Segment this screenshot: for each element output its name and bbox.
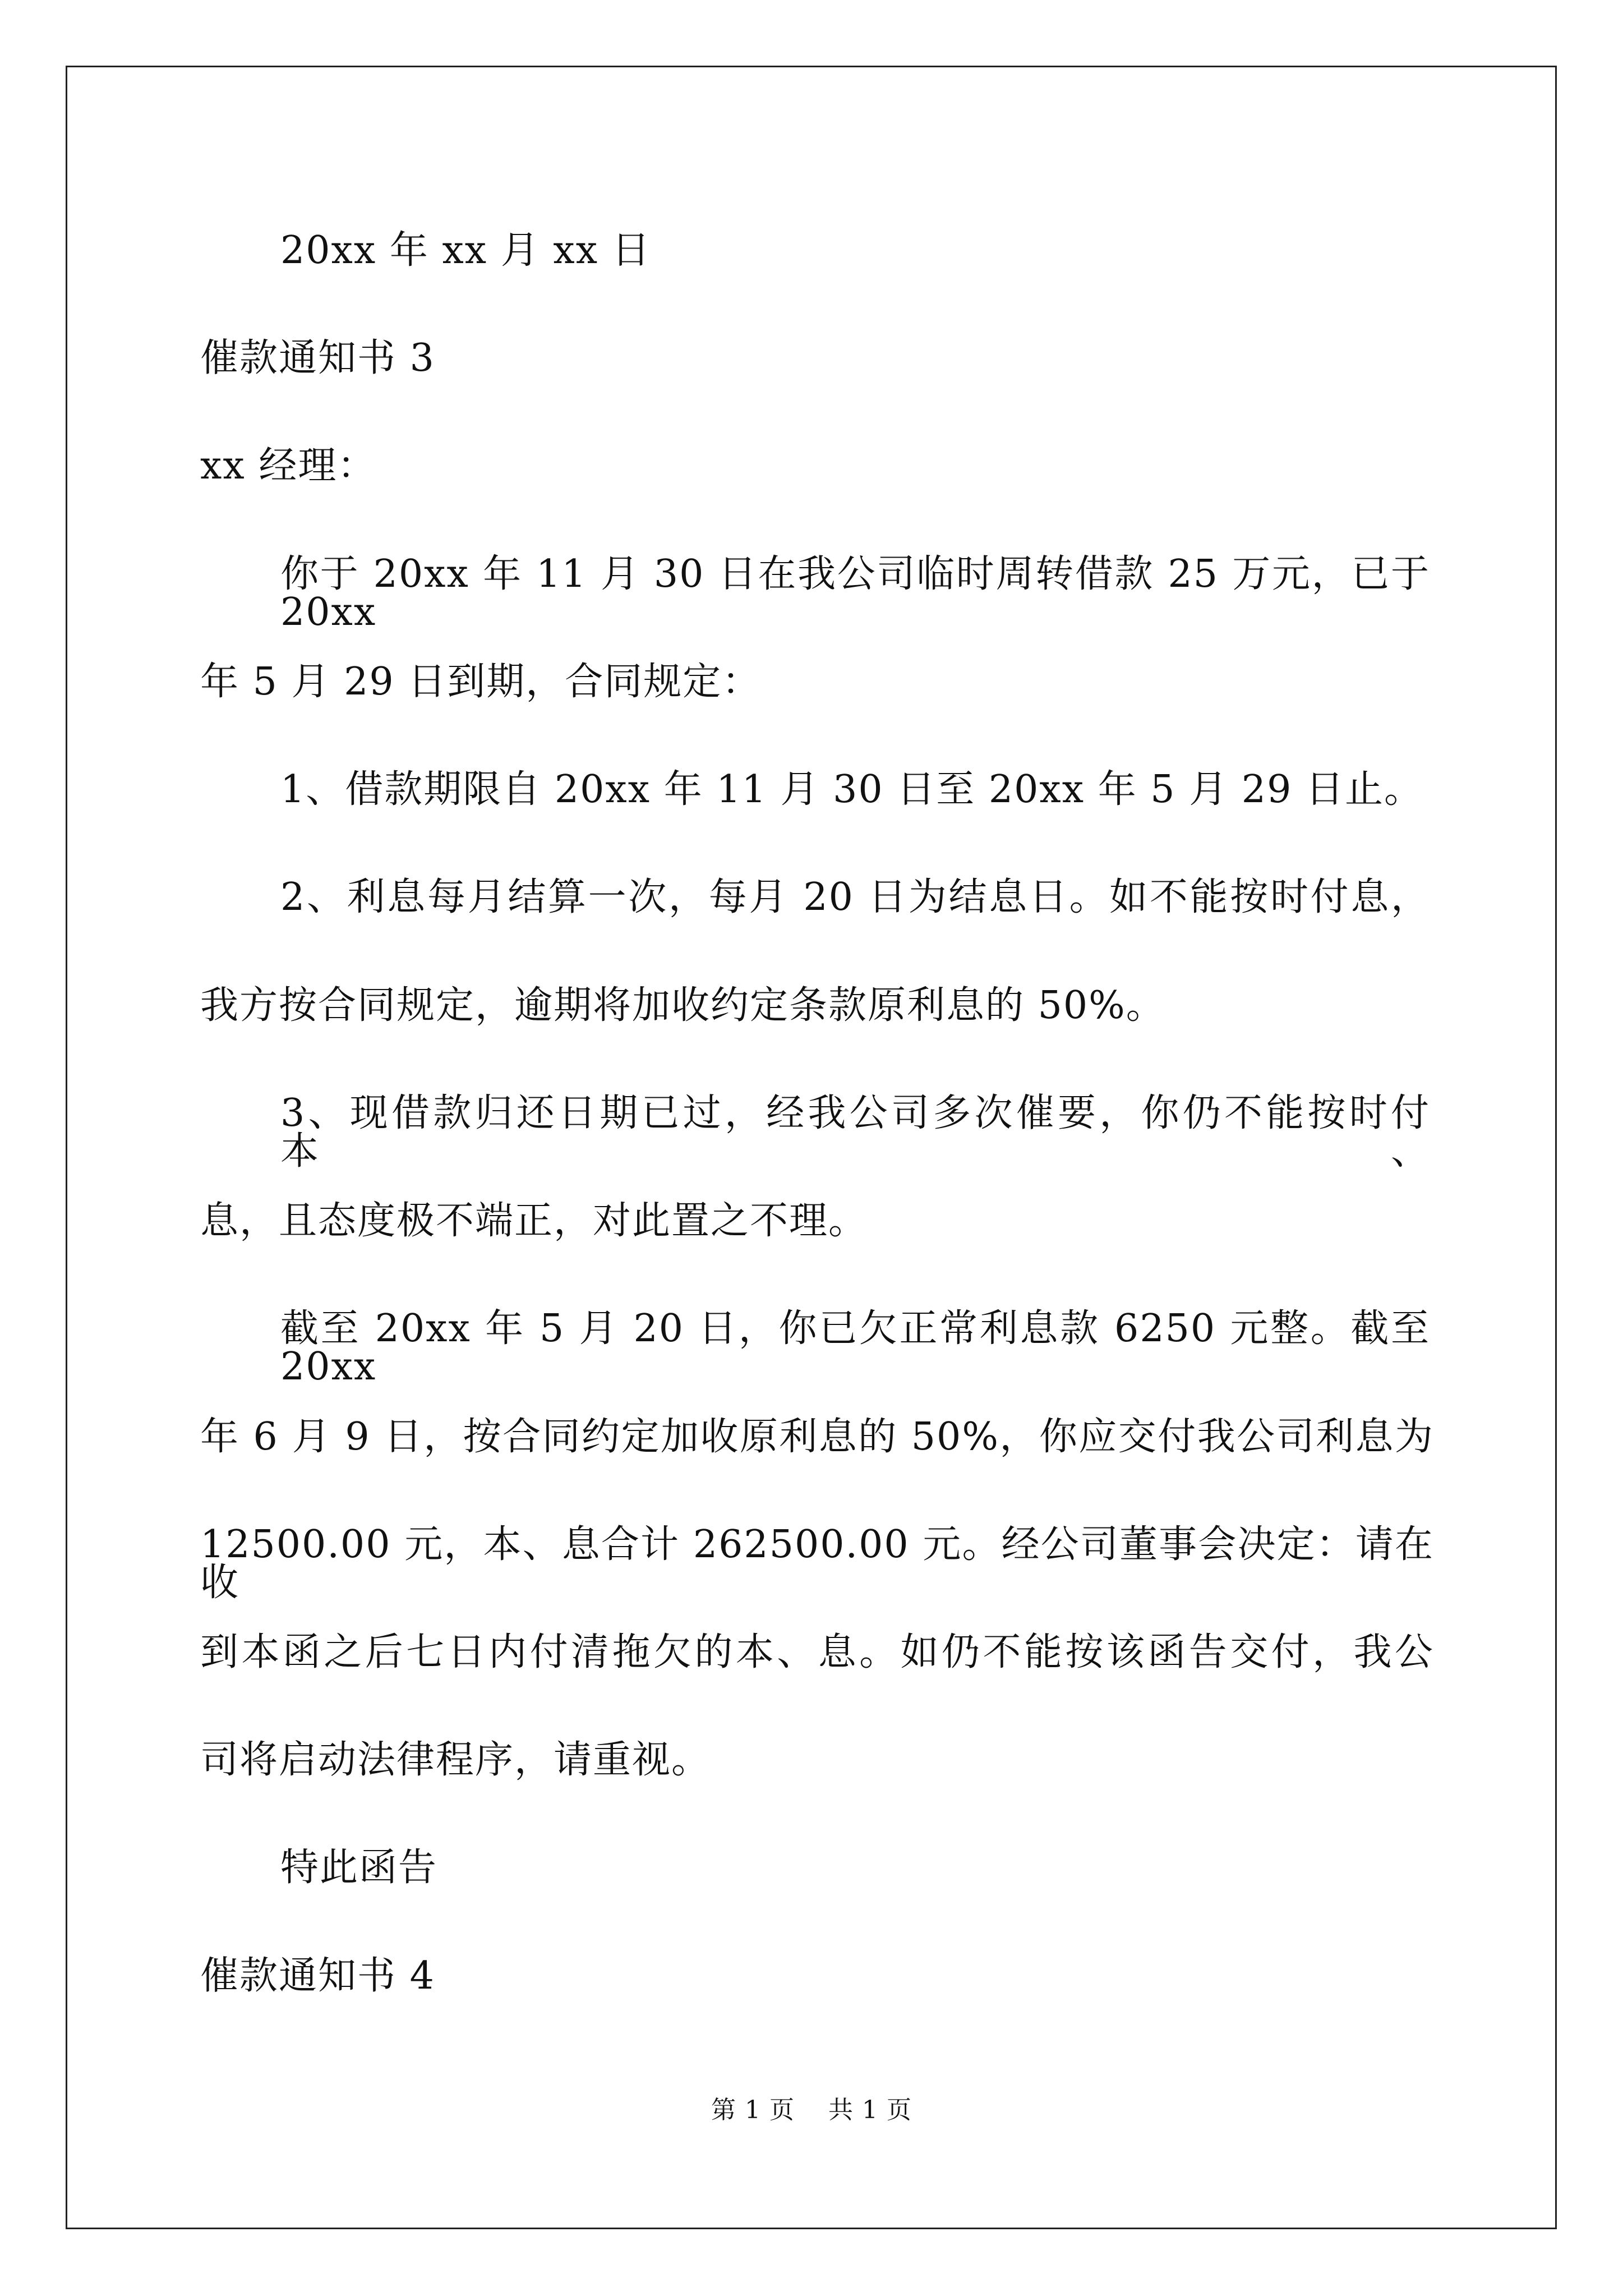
clause-1: 1、借款期限自 20xx 年 11 月 30 日至 20xx 年 5 月 29 日止。 (280, 767, 1423, 812)
body-line: 到本函之后七日内付清拖欠的本、息。如仍不能按该函告交付，我公 (200, 1630, 1434, 1674)
section-heading-4: 催款通知书 4 (200, 1954, 435, 1998)
closing-remark: 特此函告 (280, 1846, 438, 1890)
body-line: 截至 20xx 年 5 月 20 日，你已欠正常利息款 6250 元整。截至 20xx (280, 1306, 1430, 1389)
section-heading-3: 催款通知书 3 (200, 336, 435, 380)
page-number-footer: 第 1 页 共 1 页 (711, 2096, 912, 2124)
body-line: 你于 20xx 年 11 月 30 日在我公司临时周转借款 25 万元，已于 20xx (280, 552, 1430, 634)
body-line: 我方按合同规定，逾期将加收约定条款原利息的 50%。 (200, 983, 1165, 1028)
body-line: 息，且态度极不端正，对此置之不理。 (200, 1199, 868, 1243)
salutation: xx 经理： (200, 444, 377, 488)
body-line: 司将启动法律程序，请重视。 (200, 1738, 711, 1782)
body-line: 年 6 月 9 日，按合同约定加收原利息的 50%，你应交付我公司利息为 (200, 1415, 1434, 1459)
body-line: 12500.00 元，本、息合计 262500.00 元。经公司董事会决定：请在收 (200, 1522, 1434, 1605)
date-line: 20xx 年 xx 月 xx 日 (280, 228, 651, 273)
body-line: 年 5 月 29 日到期，合同规定： (200, 660, 762, 704)
clause-2: 2、利息每月结算一次，每月 20 日为结息日。如不能按时付息， (280, 875, 1430, 919)
clause-3: 3、现借款归还日期已过，经我公司多次催要，你仍不能按时付本、 (280, 1091, 1430, 1174)
